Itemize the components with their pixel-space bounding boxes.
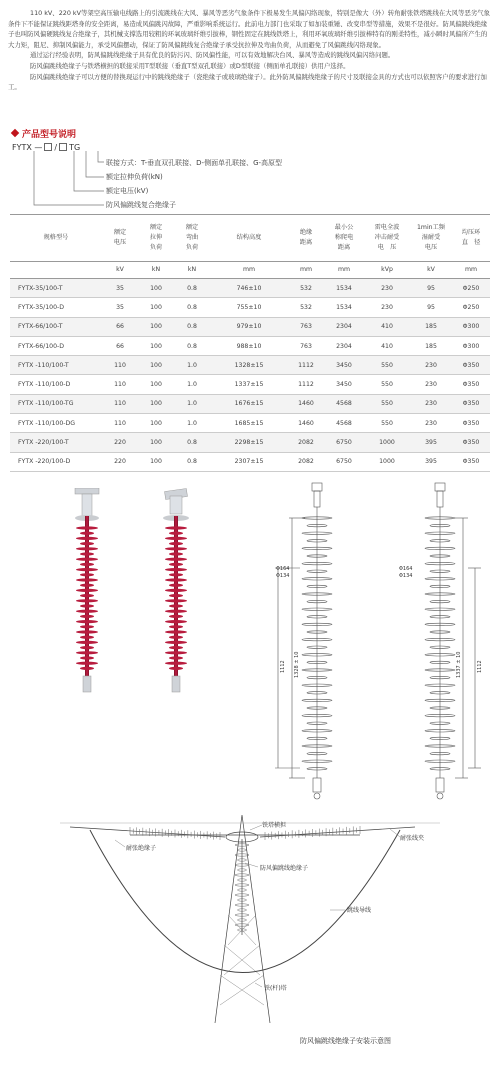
table-cell: 1328±15 xyxy=(210,356,288,375)
drawing2-diameter-2: Φ134 xyxy=(399,573,413,579)
table-cell: Φ350 xyxy=(452,433,490,452)
insulator-shed xyxy=(165,526,187,529)
table-unit-cell: kN xyxy=(138,262,174,279)
table-cell: 95 xyxy=(410,298,452,317)
insulator-shed xyxy=(80,646,94,649)
insulator-shed xyxy=(165,547,187,550)
model-code-dash: — xyxy=(34,143,43,152)
table-header-row xyxy=(10,215,490,262)
insulator-shed xyxy=(165,630,187,633)
table-cell: Φ350 xyxy=(452,375,490,394)
table-cell: Φ350 xyxy=(452,414,490,433)
table-cell: 2304 xyxy=(324,336,364,355)
table-cell: 35 xyxy=(102,279,138,298)
table-header-cell: 额定 拉伸 负荷 xyxy=(138,215,174,262)
table-cell: Φ250 xyxy=(452,298,490,317)
insulator-shed xyxy=(169,563,183,566)
table-header-cell: 最小公 称爬电 距离 xyxy=(324,215,364,262)
table-header-cell: 规格型号 xyxy=(10,215,102,262)
insulator-shed xyxy=(169,573,183,576)
table-cell-model: FYTX -110/100-D xyxy=(10,375,102,394)
insulator-shed xyxy=(165,568,187,571)
table-cell: 66 xyxy=(102,336,138,355)
table-cell: 185 xyxy=(410,336,452,355)
insulator-shed xyxy=(165,578,187,581)
table-cell-model: FYTX -220/100-T xyxy=(10,433,102,452)
label-crossarm: 铁塔横担 xyxy=(262,822,287,829)
label-tension-insulator: 耐张绝缘子 xyxy=(126,845,157,852)
model-code-prefix: FYTX xyxy=(12,143,32,152)
table-cell: 1534 xyxy=(324,279,364,298)
table-cell: 100 xyxy=(138,375,174,394)
table-cell: 95 xyxy=(410,279,452,298)
table-cell: 100 xyxy=(138,414,174,433)
table-cell: 0.8 xyxy=(174,298,210,317)
table-cell: 1112 xyxy=(288,356,324,375)
table-cell-model: FYTX-66/100-D xyxy=(10,336,102,355)
model-code-suffix: TG xyxy=(69,143,81,152)
intro-paragraph-1: 110 kV、220 kV等架空高压输电线路上的引流跳线在大风、暴风等恶劣气象条件下极易发生风偏闪络现象，特别是像大（外）转角耐张铁塔跳线在大风等恶劣气象条件下不能保证跳线距塔身的安全距离，易造成风偏跳闪故障，严重影响系统运行。此前电力部门也采取了如加装重锤、改变串型等措施，效果不是很好。防风偏跳线绝缘子也叫防风偏硬跳线复合绝缘子，其机械支撑选用较粗的环氧玻璃纤维引拔棒，钢性固定在跳线铁塔上，利用环氧玻璃纤维引拔棒特有的刚柔特性，减小瞬时风偏所产生的大力矩，阻尼、抑制风偏能力，承受风偏摆动，保证了防风偏跳线复合绝缘子承受抗拉伸及弯曲负荷，从而避免了风偏跳线闪络现象。 xyxy=(8,9,490,49)
drawing1-diameter-2: Φ134 xyxy=(276,573,290,579)
table-cell: 2082 xyxy=(288,433,324,452)
table-cell: 100 xyxy=(138,279,174,298)
table-cell: 110 xyxy=(102,394,138,413)
table-row xyxy=(10,317,490,336)
table-row xyxy=(10,452,490,471)
insulator-shed xyxy=(80,636,94,639)
table-cell: 550 xyxy=(364,394,410,413)
table-cell-model: FYTX -110/100-DG xyxy=(10,414,102,433)
table-cell: 2298±15 xyxy=(210,433,288,452)
table-unit-cell: mm xyxy=(210,262,288,279)
table-unit-cell: mm xyxy=(324,262,364,279)
install-caption: 防风偏跳线绝缘子安装示意图 xyxy=(300,1037,391,1045)
table-cell: 66 xyxy=(102,317,138,336)
table-cell: 1000 xyxy=(364,433,410,452)
insulator-shed xyxy=(165,641,187,644)
table-cell: Φ250 xyxy=(452,279,490,298)
intro-text xyxy=(8,8,492,93)
table-cell: 3450 xyxy=(324,356,364,375)
insulator-photo-right xyxy=(163,489,189,692)
legend-product-name: 防风偏跳线复合绝缘子 xyxy=(106,201,176,209)
insulator-photo-left xyxy=(75,488,99,692)
insulator-shed xyxy=(80,604,94,607)
table-cell: 230 xyxy=(410,394,452,413)
insulator-shed xyxy=(80,552,94,555)
table-cell: 532 xyxy=(288,298,324,317)
table-cell: 550 xyxy=(364,356,410,375)
table-cell: 550 xyxy=(364,414,410,433)
table-header-cell: 1min工频 湿耐受 电压 xyxy=(410,215,452,262)
table-cell: 100 xyxy=(138,452,174,471)
insulator-shed xyxy=(165,589,187,592)
insulator-shed xyxy=(165,558,187,561)
table-cell: 100 xyxy=(138,433,174,452)
table-cell: 0.8 xyxy=(174,336,210,355)
table-cell: 230 xyxy=(410,375,452,394)
table-header-cell: 额定 弯曲 负荷 xyxy=(174,215,210,262)
insulator-shed xyxy=(169,636,183,639)
table-cell: 410 xyxy=(364,317,410,336)
insulator-shed xyxy=(76,620,98,623)
table-cell: 1460 xyxy=(288,394,324,413)
table-header-cell: 结构高度 xyxy=(210,215,288,262)
table-cell: 550 xyxy=(364,375,410,394)
insulator-shed xyxy=(165,620,187,623)
table-unit-cell xyxy=(10,262,102,279)
table-unit-cell: kVp xyxy=(364,262,410,279)
table-unit-cell: mm xyxy=(452,262,490,279)
label-tower: 铁(杆)塔 xyxy=(264,985,287,992)
table-cell: 1000 xyxy=(364,452,410,471)
diamond-icon xyxy=(11,129,19,137)
table-cell: 979±10 xyxy=(210,317,288,336)
table-cell: 100 xyxy=(138,336,174,355)
table-header-cell: 雷电全波 冲击耐受 电 压 xyxy=(364,215,410,262)
label-jumper-wire: 跳线导线 xyxy=(347,907,372,914)
insulator-shed xyxy=(169,584,183,587)
table-cell: 4568 xyxy=(324,394,364,413)
table-row xyxy=(10,356,490,375)
table-cell: Φ350 xyxy=(452,356,490,375)
table-cell: 0.8 xyxy=(174,452,210,471)
table-header-cell: 绝缘 距离 xyxy=(288,215,324,262)
section-title-text: 产品型号说明 xyxy=(22,130,77,140)
insulator-shed xyxy=(80,584,94,587)
table-cell: 4568 xyxy=(324,414,364,433)
table-cell: 2307±15 xyxy=(210,452,288,471)
drawing1-height-2: 1328 ± 10 xyxy=(294,651,300,678)
table-cell: 763 xyxy=(288,317,324,336)
insulator-shed xyxy=(80,532,94,535)
technical-drawing-2 xyxy=(393,478,493,808)
label-windproof-insulator: 防风偏跳线绝缘子 xyxy=(260,865,309,872)
insulator-shed xyxy=(165,662,187,665)
table-unit-cell: kN xyxy=(174,262,210,279)
table-cell: 6750 xyxy=(324,433,364,452)
table-header-cell: 额定 电压 xyxy=(102,215,138,262)
table-row xyxy=(10,298,490,317)
table-cell: 0.8 xyxy=(174,279,210,298)
insulator-photo xyxy=(50,488,250,698)
label-tension-clamp: 耐张线夹 xyxy=(400,835,425,842)
legend-rated-voltage: 额定电压(kV) xyxy=(106,187,149,195)
table-cell: 1112 xyxy=(288,375,324,394)
insulator-shed xyxy=(76,578,98,581)
insulator-shed xyxy=(169,532,183,535)
section-title xyxy=(12,127,76,140)
insulator-shed xyxy=(76,599,98,602)
table-cell: Φ350 xyxy=(452,394,490,413)
table-cell: 1.0 xyxy=(174,394,210,413)
table-cell: 1685±15 xyxy=(210,414,288,433)
technical-drawing-1 xyxy=(270,478,365,808)
insulator-shed xyxy=(169,604,183,607)
model-code-bracket-lines xyxy=(0,140,500,220)
table-header-cell: 均压环 直 径 xyxy=(452,215,490,262)
insulator-shed xyxy=(169,646,183,649)
table-cell: 1.0 xyxy=(174,414,210,433)
table-cell: 1676±15 xyxy=(210,394,288,413)
insulator-shed xyxy=(169,615,183,618)
table-cell: 110 xyxy=(102,414,138,433)
insulator-shed xyxy=(76,537,98,540)
model-code-slash: / xyxy=(54,143,58,152)
table-cell: 2304 xyxy=(324,317,364,336)
legend-connection: 联接方式：T-垂直双孔联接、D-侧面单孔联接、G-高原型 xyxy=(106,159,283,167)
table-cell-model: FYTX -110/100-T xyxy=(10,356,102,375)
table-unit-cell: mm xyxy=(288,262,324,279)
table-cell: 220 xyxy=(102,452,138,471)
insulator-shed xyxy=(76,589,98,592)
insulator-shed xyxy=(80,656,94,659)
table-cell: 230 xyxy=(364,279,410,298)
table-cell: 395 xyxy=(410,433,452,452)
table-cell: 763 xyxy=(288,336,324,355)
insulator-shed xyxy=(169,625,183,628)
table-cell: 1.0 xyxy=(174,375,210,394)
insulator-shed xyxy=(80,542,94,545)
insulator-shed xyxy=(169,656,183,659)
table-cell: 110 xyxy=(102,375,138,394)
insulator-shed xyxy=(76,630,98,633)
insulator-shed xyxy=(80,625,94,628)
insulator-shed xyxy=(80,667,94,670)
table-cell: 6750 xyxy=(324,452,364,471)
insulator-shed xyxy=(76,568,98,571)
drawing1-diameter-1: Φ164 xyxy=(276,566,290,572)
table-cell: 185 xyxy=(410,317,452,336)
insulator-shed xyxy=(76,651,98,654)
table-cell: 100 xyxy=(138,356,174,375)
table-cell-model: FYTX -220/100-D xyxy=(10,452,102,471)
insulator-shed xyxy=(165,537,187,540)
insulator-shed xyxy=(80,615,94,618)
table-cell: Φ300 xyxy=(452,336,490,355)
table-unit-cell: kV xyxy=(410,262,452,279)
table-cell: 746±10 xyxy=(210,279,288,298)
insulator-shed xyxy=(80,563,94,566)
insulator-shed xyxy=(165,599,187,602)
insulator-shed xyxy=(76,641,98,644)
table-cell-model: FYTX-66/100-T xyxy=(10,317,102,336)
table-cell: 1.0 xyxy=(174,356,210,375)
table-cell: 0.8 xyxy=(174,317,210,336)
intro-paragraph-3: 防风偏跳线绝缘子与铁塔横担的联接采用T型联接（垂直T型双孔联接）或D型联接（侧面单孔联接）供用户选择。 xyxy=(30,61,350,70)
table-cell: Φ300 xyxy=(452,317,490,336)
insulator-shed xyxy=(169,552,183,555)
insulator-shed xyxy=(80,594,94,597)
table-row xyxy=(10,433,490,452)
table-row xyxy=(10,336,490,355)
table-cell: 1337±15 xyxy=(210,375,288,394)
table-cell: 0.8 xyxy=(174,433,210,452)
table-cell: 395 xyxy=(410,452,452,471)
table-cell: 230 xyxy=(410,356,452,375)
table-cell: 2082 xyxy=(288,452,324,471)
table-body xyxy=(10,279,490,472)
insulator-shed xyxy=(165,610,187,613)
insulator-shed xyxy=(169,542,183,545)
table-cell: 220 xyxy=(102,433,138,452)
insulator-shed xyxy=(76,547,98,550)
installation-diagram xyxy=(0,815,500,1055)
table-row xyxy=(10,375,490,394)
table-cell: 1460 xyxy=(288,414,324,433)
table-cell: 100 xyxy=(138,394,174,413)
table-cell: 1534 xyxy=(324,298,364,317)
table-cell: Φ350 xyxy=(452,452,490,471)
table-cell: 532 xyxy=(288,279,324,298)
insulator-shed xyxy=(169,594,183,597)
table-cell: 988±10 xyxy=(210,336,288,355)
table-cell-model: FYTX -110/100-TG xyxy=(10,394,102,413)
insulator-shed xyxy=(76,526,98,529)
table-cell: 100 xyxy=(138,298,174,317)
table-row xyxy=(10,279,490,298)
drawing2-height-1: 1337 ± 10 xyxy=(456,651,462,678)
drawing1-height-1: 1112 xyxy=(280,660,286,673)
table-cell-model: FYTX-35/100-T xyxy=(10,279,102,298)
drawing2-diameter-1: Φ164 xyxy=(399,566,413,572)
legend-tensile-load: 额定拉伸负荷(kN) xyxy=(106,173,163,181)
spec-table xyxy=(10,214,490,472)
drawing2-height-2: 1112 xyxy=(477,660,483,673)
insulator-shed xyxy=(76,662,98,665)
table-cell: 35 xyxy=(102,298,138,317)
insulator-shed xyxy=(80,573,94,576)
intro-paragraph-2: 通过运行经验表明，防风偏跳线绝缘子具有优良的防污闪、防风偏性能，可以有效地解决台风、暴风等造成的跳线风偏闪络问题。 xyxy=(30,51,395,60)
table-cell: 410 xyxy=(364,336,410,355)
table-cell: 110 xyxy=(102,356,138,375)
table-row xyxy=(10,394,490,413)
table-row xyxy=(10,414,490,433)
insulator-shed xyxy=(76,558,98,561)
insulator-shed xyxy=(169,667,183,670)
table-cell: 755±10 xyxy=(210,298,288,317)
table-cell: 230 xyxy=(364,298,410,317)
table-cell: 100 xyxy=(138,317,174,336)
intro-paragraph-4: 防风偏跳线绝缘子可以方便的替换现运行中的跳线绝缘子（瓷绝缘子或玻璃绝缘子）。此外防风偏跳线绝缘子的尺寸及联接金具的方式也可以依照客户的要求进行加工。 xyxy=(8,72,487,92)
table-cell: 230 xyxy=(410,414,452,433)
insulator-shed xyxy=(165,651,187,654)
table-unit-row xyxy=(10,262,490,279)
insulator-shed xyxy=(76,610,98,613)
table-unit-cell: kV xyxy=(102,262,138,279)
table-cell: 3450 xyxy=(324,375,364,394)
table-cell-model: FYTX-35/100-D xyxy=(10,298,102,317)
